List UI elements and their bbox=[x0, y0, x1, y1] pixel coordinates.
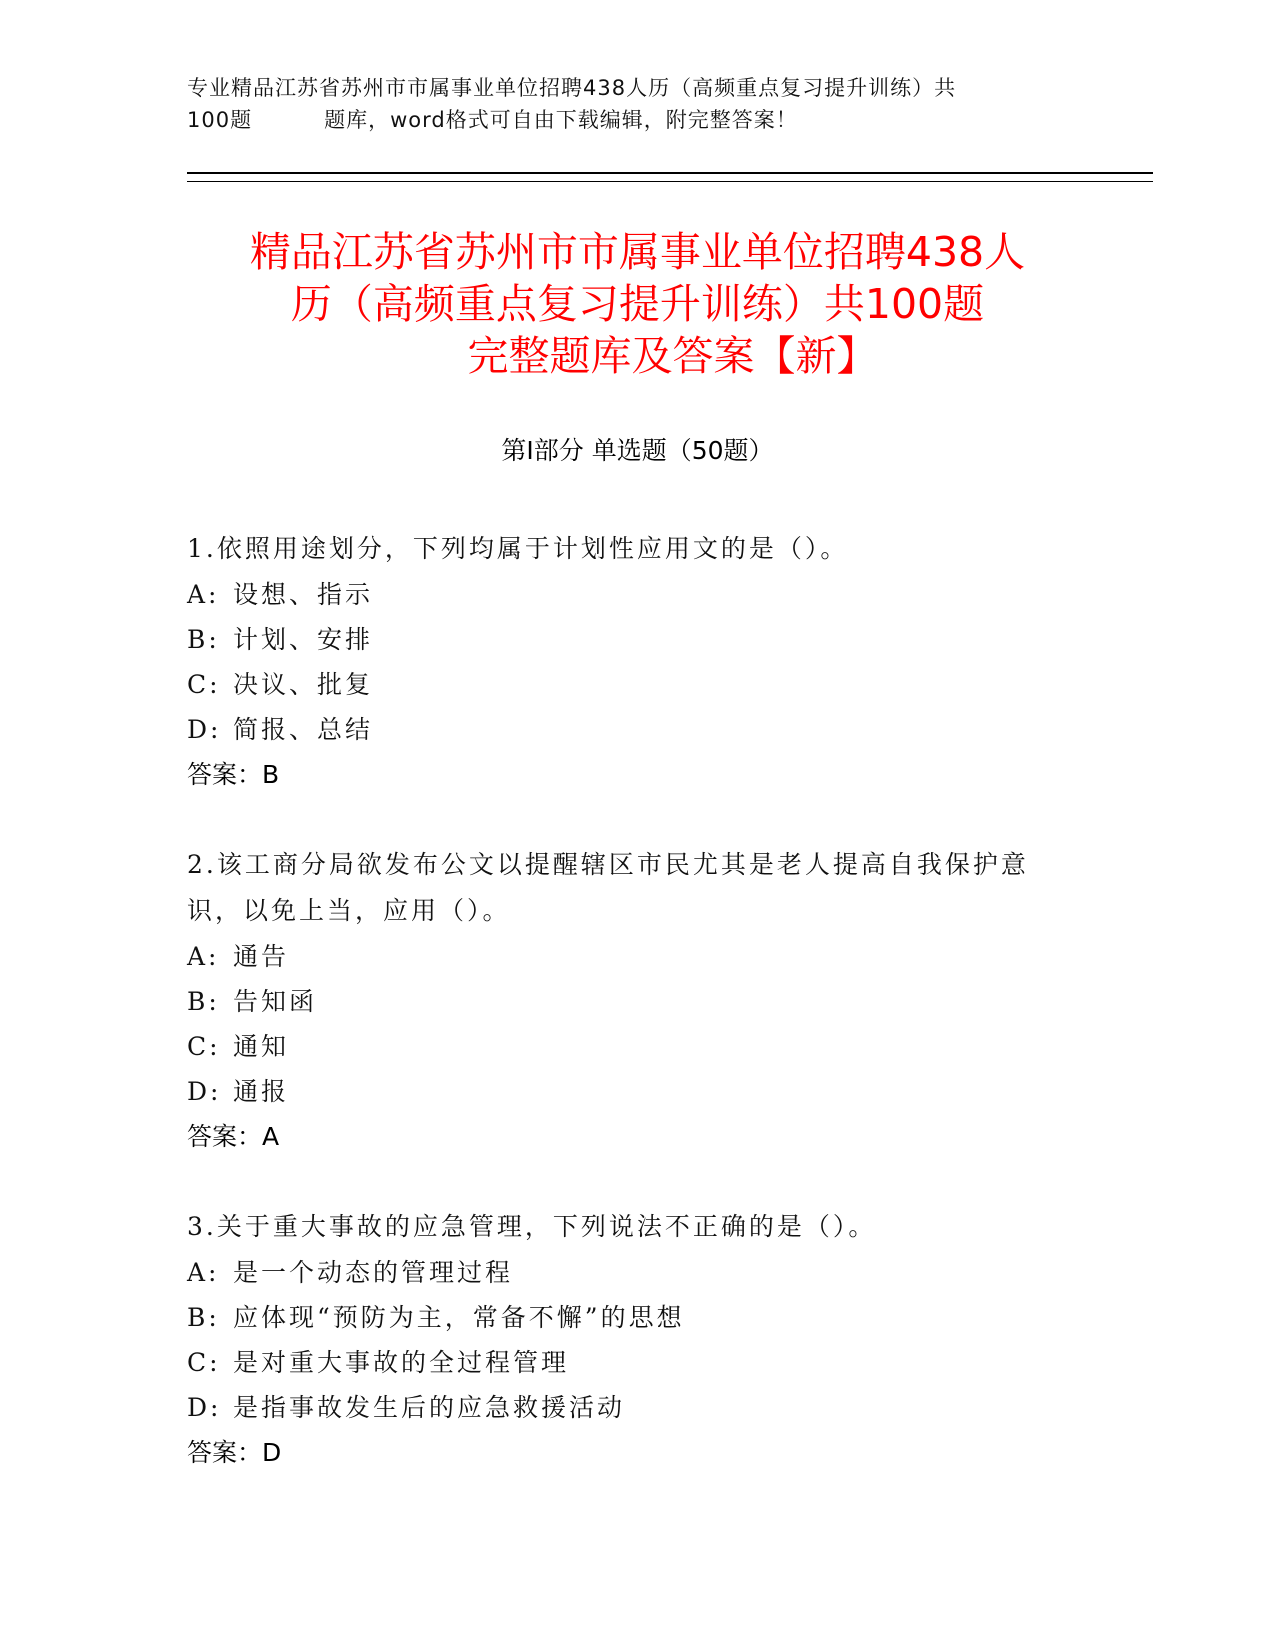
option-text: 是对重大事故的全过程管理 bbox=[233, 1348, 570, 1377]
option-d bbox=[187, 1069, 1067, 1114]
question-text: 1.依照用途划分，下列均属于计划性应用文的是（）。 bbox=[187, 534, 849, 563]
option-b bbox=[187, 1295, 1067, 1340]
header-divider-thick bbox=[187, 172, 1153, 174]
option-text: 是一个动态的管理过程 bbox=[233, 1258, 514, 1287]
option-text: 通知 bbox=[233, 1032, 290, 1061]
option-key: D: bbox=[187, 1393, 222, 1422]
header-divider-thin bbox=[187, 181, 1153, 182]
answer-text: 答案：A bbox=[187, 1122, 280, 1151]
title-line-2: 历（高频重点复习提升训练）共100题 bbox=[290, 280, 985, 328]
option-key: B: bbox=[187, 625, 220, 654]
option-text: 是指事故发生后的应急救援活动 bbox=[233, 1393, 626, 1422]
option-key: C: bbox=[187, 670, 221, 699]
option-a bbox=[187, 572, 1067, 617]
header-line-2 bbox=[187, 104, 1087, 136]
option-c bbox=[187, 662, 1067, 707]
question-list bbox=[187, 526, 1067, 1520]
question-text: 3.关于重大事故的应急管理，下列说法不正确的是（）。 bbox=[187, 1212, 877, 1241]
option-text: 通告 bbox=[233, 942, 290, 971]
option-a bbox=[187, 1250, 1067, 1295]
option-text: 决议、批复 bbox=[233, 670, 374, 699]
option-text: 应体现“预防为主，常备不懈”的思想 bbox=[233, 1303, 685, 1332]
option-text: 计划、安排 bbox=[233, 625, 374, 654]
option-b bbox=[187, 617, 1067, 662]
answer-text: 答案：B bbox=[187, 760, 280, 789]
option-c bbox=[187, 1024, 1067, 1069]
option-key: D: bbox=[187, 1077, 222, 1106]
question-item bbox=[187, 1204, 1067, 1475]
option-a bbox=[187, 934, 1067, 979]
option-key: D: bbox=[187, 715, 222, 744]
header-line-2-left: 100题 bbox=[187, 108, 253, 132]
option-d bbox=[187, 707, 1067, 752]
question-item bbox=[187, 842, 1067, 1159]
header-line-2-right: 题库，word格式可自由下载编辑，附完整答案！ bbox=[324, 108, 798, 132]
option-key: C: bbox=[187, 1348, 221, 1377]
option-key: B: bbox=[187, 1303, 220, 1332]
option-key: A: bbox=[187, 1258, 220, 1287]
option-key: A: bbox=[187, 942, 220, 971]
page-header bbox=[187, 72, 1087, 136]
option-text: 通报 bbox=[233, 1077, 290, 1106]
option-key: A: bbox=[187, 580, 220, 609]
header-line-1: 专业精品江苏省苏州市市属事业单位招聘438人历（高频重点复习提升训练）共 bbox=[187, 76, 957, 100]
title-line-1: 精品江苏省苏州市市属事业单位招聘438人 bbox=[249, 228, 1026, 276]
option-key: B: bbox=[187, 987, 220, 1016]
question-item bbox=[187, 526, 1067, 797]
section-title: 第Ⅰ部分 单选题（50题） bbox=[501, 436, 774, 465]
option-text: 设想、指示 bbox=[233, 580, 374, 609]
option-c bbox=[187, 1340, 1067, 1385]
option-b bbox=[187, 979, 1067, 1024]
option-d bbox=[187, 1385, 1067, 1430]
answer-text: 答案：D bbox=[187, 1438, 282, 1467]
title-line-3: 完整题库及答案【新】 bbox=[467, 332, 878, 380]
document-title bbox=[150, 226, 1125, 382]
option-key: C: bbox=[187, 1032, 221, 1061]
question-text: 2.该工商分局欲发布公文以提醒辖区市民尤其是老人提高自我保护意识，以免上当，应用（）。 bbox=[187, 850, 1029, 925]
option-text: 简报、总结 bbox=[233, 715, 374, 744]
option-text: 告知函 bbox=[233, 987, 318, 1016]
